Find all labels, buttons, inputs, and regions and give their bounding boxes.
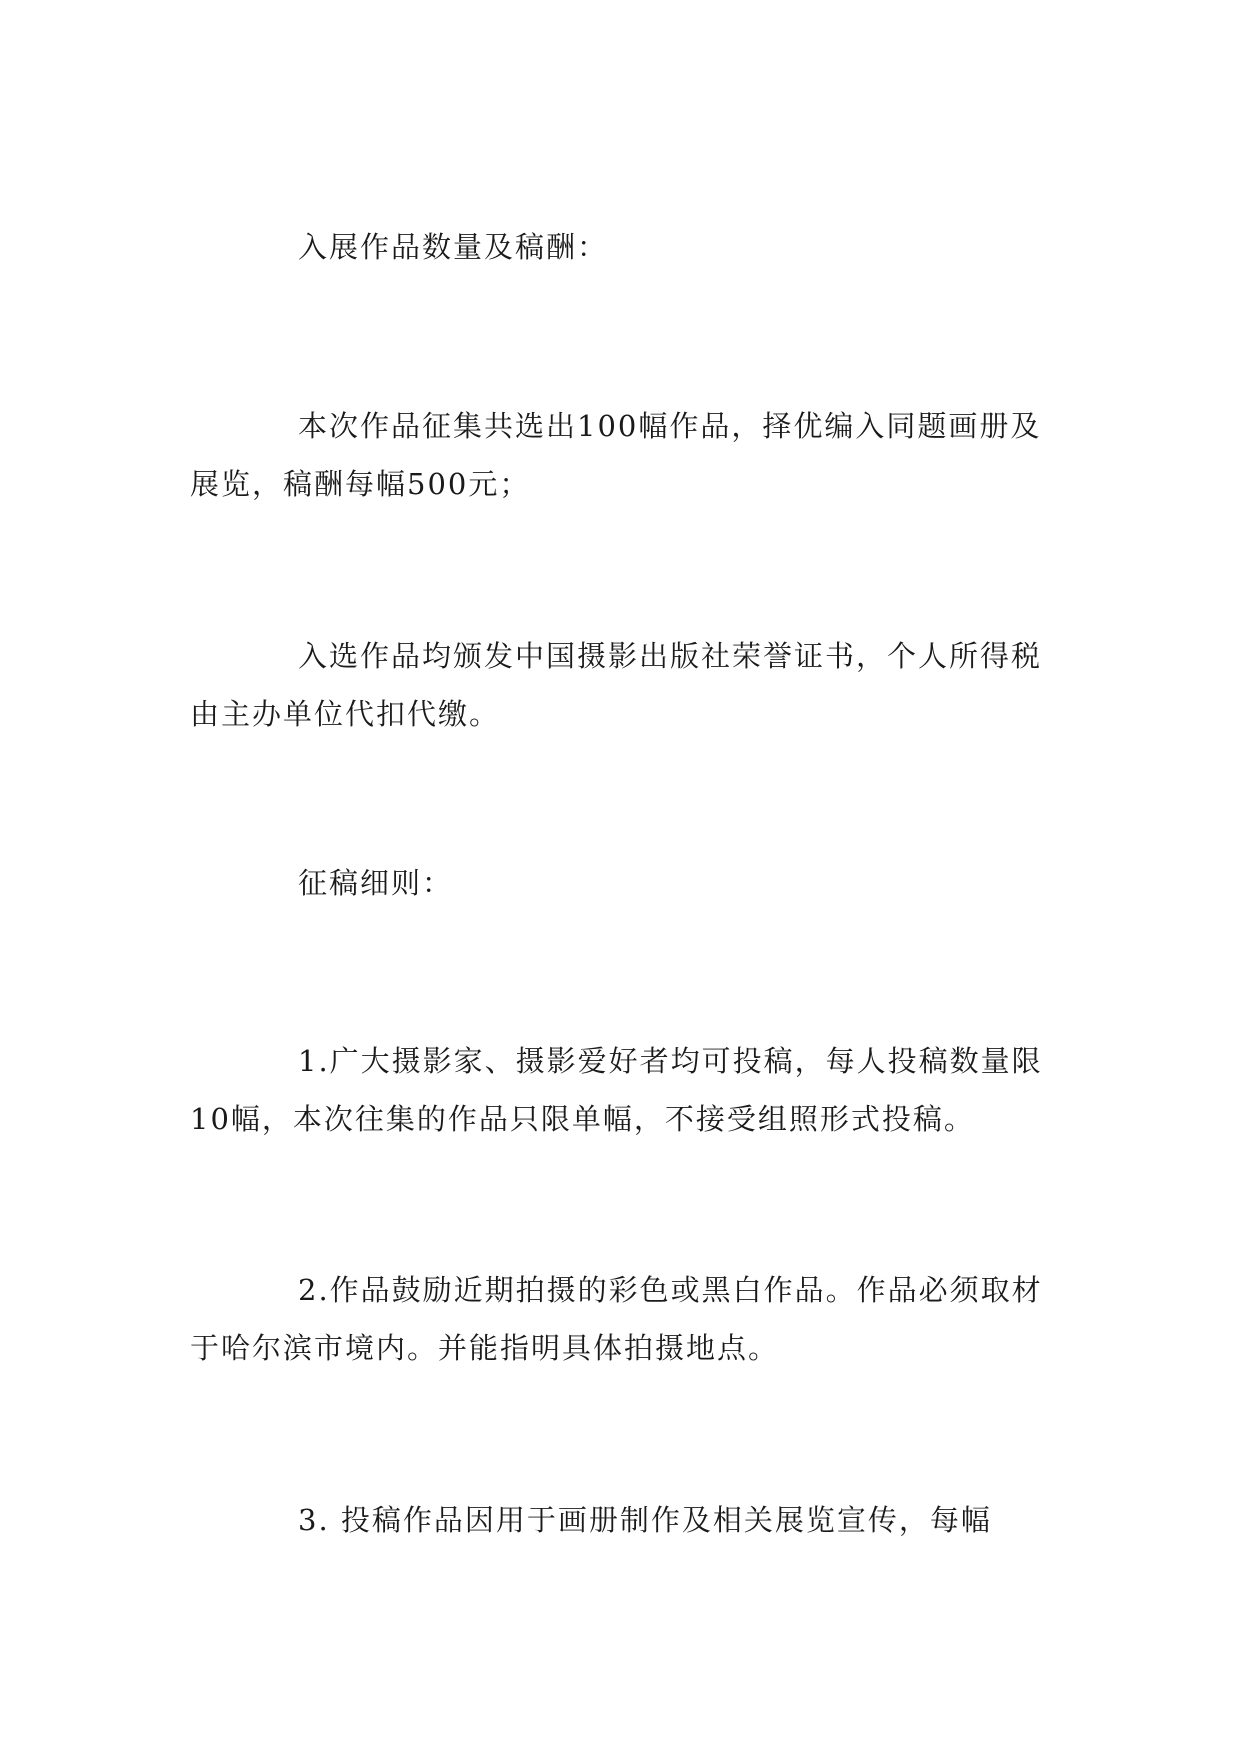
- paragraph-certificate-and-tax: 入选作品均颁发中国摄影出版社荣誉证书，个人所得税由主办单位代扣代缴。: [190, 639, 1043, 731]
- rule-item-3: 3. 投稿作品因用于画册制作及相关展览宣传，每幅: [298, 1503, 992, 1537]
- section-heading-submission-rules: 征稿细则：: [298, 866, 454, 900]
- rule-item-2: 2.作品鼓励近期拍摄的彩色或黑白作品。作品必须取材于哈尔滨市境内。并能指明具体拍摄地点。: [190, 1273, 1043, 1365]
- paragraph-selection-and-payment: 本次作品征集共选出100幅作品，择优编入同题画册及展览，稿酬每幅500元；: [190, 409, 1042, 501]
- section-heading-exhibition-quantity: 入展作品数量及稿酬：: [298, 230, 609, 264]
- rule-item-1: 1.广大摄影家、摄影爱好者均可投稿，每人投稿数量限10幅，本次往集的作品只限单幅，不接受组照形式投稿。: [190, 1044, 1043, 1136]
